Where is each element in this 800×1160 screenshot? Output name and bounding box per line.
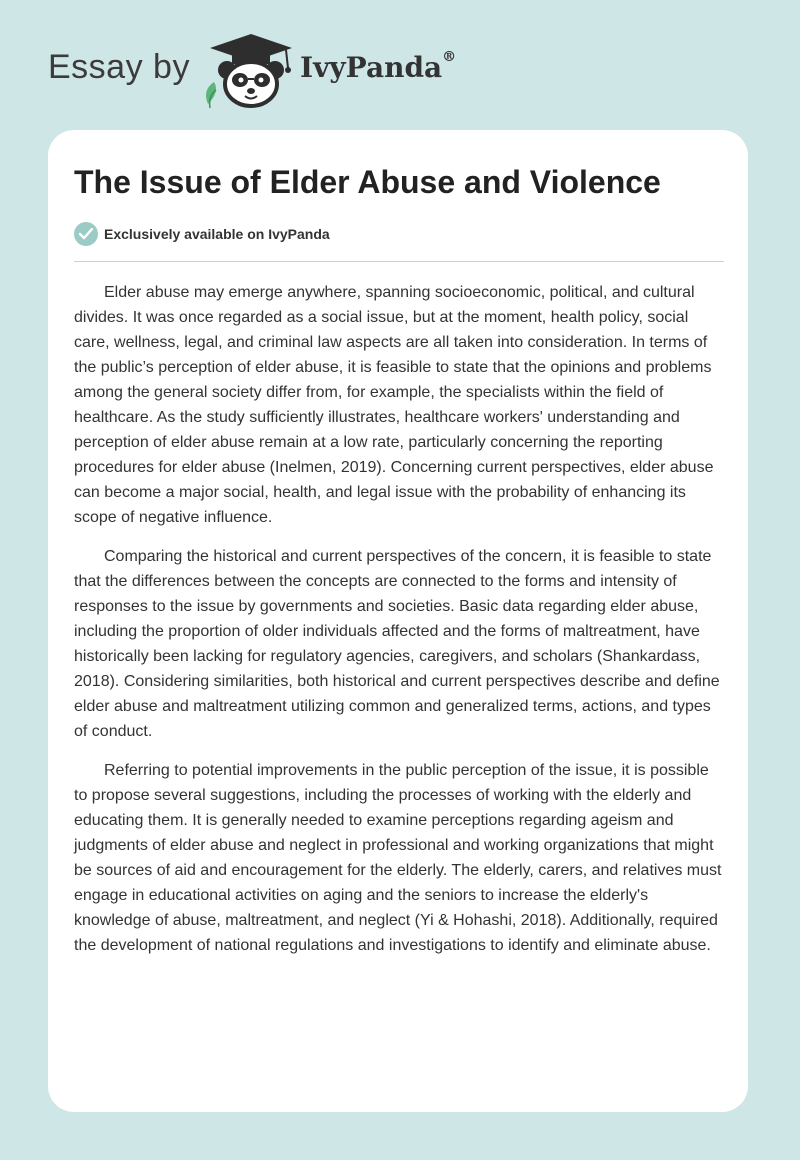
panda-logo-icon[interactable] — [196, 30, 306, 110]
essay-by-label: Essay by — [48, 48, 190, 86]
brand-text: IvyPanda — [300, 51, 443, 84]
site-header — [0, 0, 800, 128]
divider — [74, 261, 724, 262]
paragraph: Referring to potential improvements in the public perception of the issue, it is possible to propose several suggestions, including the processes of working with the elderly and educating them. It is generally needed to examine perceptions regarding ageism and judgments of elder abuse and neglect in professional and working organizations that might be sources of aid and encouragement for the elderly. The elderly, carers, and relatives must engage in educational activities on aging and the seniors to increase the elderly's knowledge of abuse, maltreatment, and neglect (Yi & Hohashi, 2018). Additionally, required the development of national regulations and investigations to identify and eliminate abuse. — [74, 762, 722, 954]
essay-title: The Issue of Elder Abuse and Violence — [74, 164, 661, 200]
essay-card — [48, 130, 748, 1112]
essay-body — [74, 280, 726, 972]
brand-name[interactable] — [300, 51, 456, 84]
paragraph: Comparing the historical and current perspectives of the concern, it is feasible to state that the differences between the concepts are connected to the forms and intensity of responses to the issue by governments and societies. Basic data regarding elder abuse, including the proportion of older individuals affected and the forms of maltreatment, have historically been lacking for regulatory agencies, caregivers, and scholars (Shankardass, 2018). Considering similarities, both historical and current perspectives describe and define elder abuse and maltreatment utilizing common and generalized terms, actions, and types of conduct. — [74, 548, 720, 740]
check-circle-icon — [74, 222, 98, 246]
paragraph: Elder abuse may emerge anywhere, spanning socioeconomic, political, and cultural divides. It was once regarded as a social issue, but at the moment, health policy, social care, wellness, legal, and criminal law aspects are all taken into consideration. In terms of the public’s perception of elder abuse, it is feasible to state that the opinions and problems among the general society differ from, for example, the specialists within the field of healthcare. As the study sufficiently illustrates, healthcare workers' understanding and perception of elder abuse remain at a low rate, particularly concerning the reporting procedures for elder abuse (Inelmen, 2019). Concerning current perspectives, elder abuse can become a major social, health, and legal issue with the probability of enhancing its scope of negative influence. — [74, 284, 714, 526]
exclusive-badge — [74, 222, 330, 246]
exclusive-label: Exclusively available on IvyPanda — [104, 226, 330, 242]
registered-mark: ® — [442, 49, 457, 65]
